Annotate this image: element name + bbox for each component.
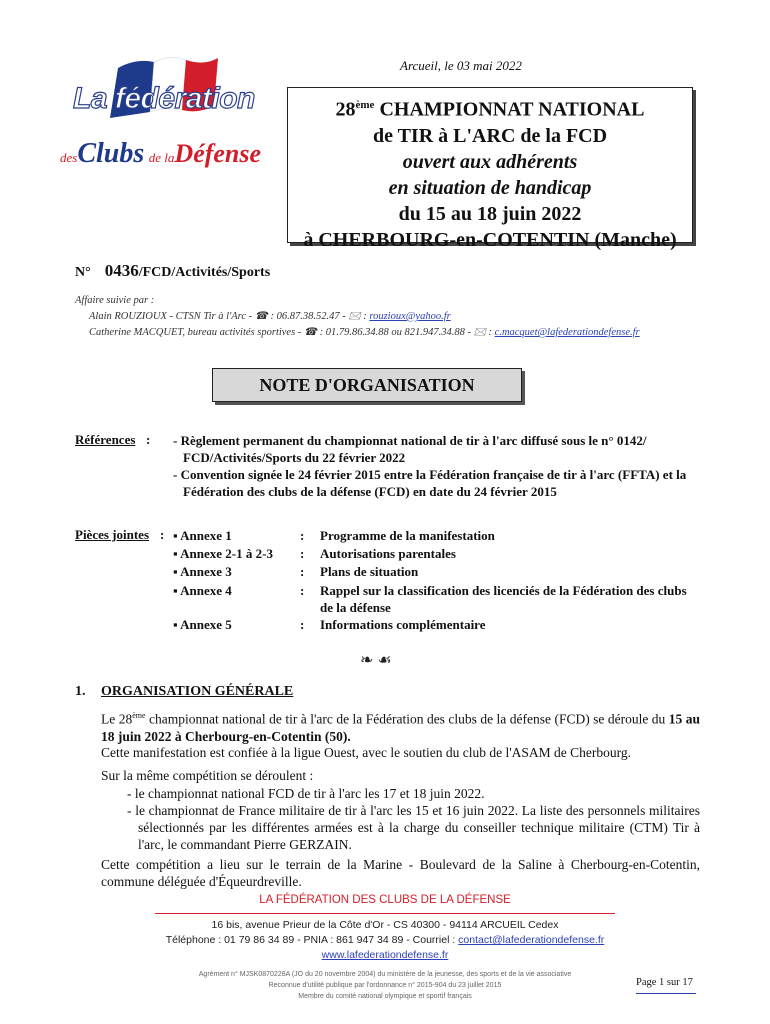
annexe-sep: : — [300, 528, 305, 543]
logo-text-la-federation: La fédération — [73, 82, 255, 115]
email-link-rouzioux[interactable]: rouzioux@yahoo.fr — [369, 311, 451, 322]
legal-line: Membre du comité national olympique et sportif français — [298, 993, 472, 1000]
footer-website-link[interactable]: www.lafederationdefense.fr — [321, 949, 449, 961]
section-paragraph-1: Le 28ème championnat national de tir à l'arc de la Fédération des clubs de la défense (FCD) se déroule du 15 au 18 juin 2022 à Cherbourg-en-Cotentin (50). — [101, 711, 700, 744]
annexe-sep: : — [300, 583, 305, 598]
ornament-icon: ❧ ☙ — [360, 652, 392, 669]
annexe-sep: : — [300, 617, 305, 632]
title-line-2: de TIR à L'ARC de la FCD — [372, 124, 608, 147]
affaire-label: Affaire suivie par : — [75, 295, 155, 306]
annexe-label: ▪ Annexe 1 — [173, 528, 232, 543]
contact-rouzioux: Alain ROUZIOUX - CTSN Tir à l'Arc - ☎ : 06.87.38.52.47 - 🖂 : rouzioux@yahoo.fr — [89, 311, 451, 322]
section-number: 1. — [75, 684, 86, 699]
references-colon: : — [146, 432, 151, 447]
section-paragraph-4: Cette compétition a lieu sur le terrain de la Marine - Boulevard de la Saline à Cherbourg-en-Cotentin, commune déléguée d'Équeurdreville. — [101, 857, 700, 889]
section-title: ORGANISATION GÉNÉRALE — [101, 684, 294, 699]
reference-item: - Convention signée le 24 février 2015 entre la Fédération française de tir à l'arc (FFTA) et la Fédération des clubs de la défense (FCD) en date du 24 février 2015 — [173, 467, 687, 499]
legal-line: Reconnue d'utilité publique par l'ordonnance n° 2015-904 du 23 juillet 2015 — [268, 982, 502, 989]
email-link-macquet[interactable]: c.macquet@lafederationdefense.fr — [494, 327, 640, 338]
footer-divider — [155, 913, 615, 914]
annexe-desc: Informations complémentaire — [320, 617, 486, 632]
footer-address: 16 bis, avenue Prieur de la Côte d'Or - CS 40300 - 94114 ARCUEIL Cedex — [211, 919, 559, 931]
footer-website — [0, 949, 770, 961]
title-box — [287, 87, 693, 251]
annexe-label: ▪ Annexe 2-1 à 2-3 — [173, 546, 273, 561]
title-line-1: 28ème CHAMPIONNAT NATIONAL — [335, 98, 645, 121]
annexe-sep: : — [300, 564, 305, 579]
legal-line: Agrément n° MJSK0870228A (JO du 20 novembre 2004) du ministère de la jeunesse, des sports et de la vie associative — [198, 971, 572, 978]
page-number: Page 1 sur 17 — [636, 977, 693, 988]
section-paragraph-3: Sur la même compétition se déroulent : — [101, 768, 314, 783]
annexe-desc: Programme de la manifestation — [320, 528, 495, 543]
contact-macquet: Catherine MACQUET, bureau activités sportives - ☎ : 01.79.86.34.88 ou 821.947.34.88 - 🖂 : c.macquet@lafederationdefense.fr — [89, 327, 640, 338]
pieces-jointes-label: Pièces jointes — [75, 527, 150, 542]
title-line-5: du 15 au 18 juin 2022 — [398, 202, 582, 225]
annexe-sep: : — [300, 546, 305, 561]
references-list — [173, 432, 701, 500]
page-number-underline — [636, 993, 696, 994]
logo-text-clubs-defense: desClubs de laDéfense — [60, 138, 262, 169]
references-label: Références — [75, 432, 136, 447]
annexe-desc: Rappel sur la classification des licenciés de la Fédération des clubs de la défense — [320, 583, 687, 615]
list-item: - le championnat de France militaire de tir à l'arc les 15 et 16 juin 2022. La liste des personnels militaires sélectionnés par les différentes armées est à la charge du conseiller technique militaire (CTM) Tir à l'arc, le commandant Pierre GERZAIN. — [127, 803, 700, 852]
pieces-jointes-colon: : — [160, 527, 165, 542]
footer-org-name: LA FÉDÉRATION DES CLUBS DE LA DÉFENSE — [259, 894, 511, 906]
annexe-desc: Plans de situation — [320, 564, 419, 579]
footer-contact: Téléphone : 01 79 86 34 89 - PNIA : 861 947 34 89 - Courriel : contact@lafederationdefense.fr — [165, 934, 605, 946]
footer-email-link[interactable]: contact@lafederationdefense.fr — [458, 934, 605, 946]
annexe-label: ▪ Annexe 5 — [173, 617, 232, 632]
note-title: NOTE D'ORGANISATION — [212, 368, 522, 402]
annexe-label: ▪ Annexe 3 — [173, 564, 232, 579]
annexe-desc: Autorisations parentales — [320, 546, 456, 561]
list-item: - le championnat national FCD de tir à l'arc les 17 et 18 juin 2022. — [127, 786, 485, 801]
affaire-suivie — [75, 293, 640, 341]
title-line-4: en situation de handicap — [388, 176, 592, 199]
reference-item: - Règlement permanent du championnat national de tir à l'arc diffusé sous le n° 0142/ FCD/Activités/Sports du 22 février 2022 — [173, 433, 647, 465]
federation-logo — [58, 48, 263, 178]
section-bullets — [101, 785, 700, 853]
document-date: Arcueil, le 03 mai 2022 — [400, 58, 522, 73]
section-paragraph-2: Cette manifestation est confiée à la ligue Ouest, avec le soutien du club de l'ASAM de Cherbourg. — [101, 745, 632, 760]
title-line-6: à CHERBOURG-en-COTENTIN (Manche) — [303, 228, 677, 251]
annexe-label: ▪ Annexe 4 — [173, 583, 232, 598]
reference-number: N° 0436/FCD/Activités/Sports — [75, 261, 271, 280]
title-line-3: ouvert aux adhérents — [402, 150, 578, 173]
